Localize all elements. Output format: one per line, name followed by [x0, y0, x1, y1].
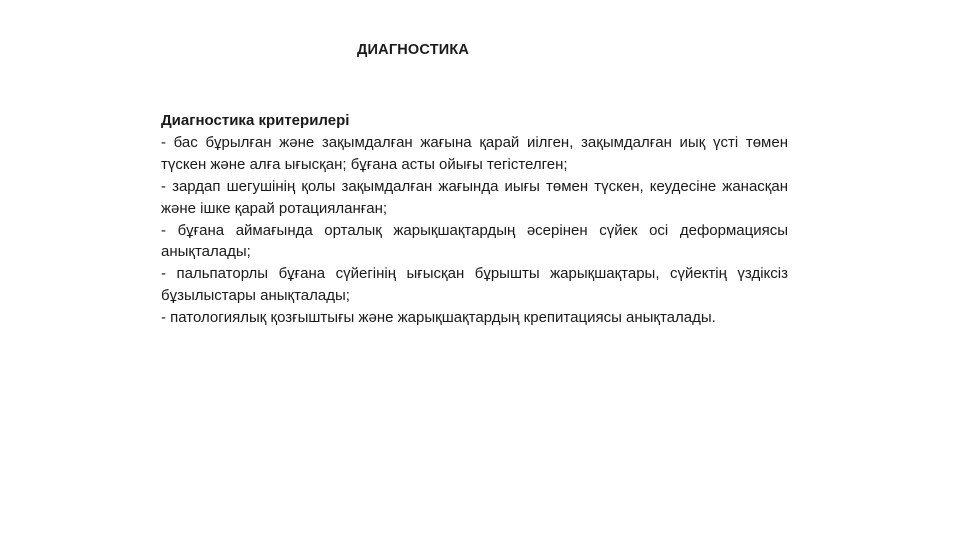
slide-title: ДИАГНОСТИКА — [357, 42, 470, 58]
criteria-item-1: - бас бұрылған және зақымдалған жағына қарай иілген, зақымдалған иық үсті төмен түскен және алға ығысқан; бұғана асты ойығы тегістелген; — [161, 133, 788, 173]
criteria-item-5: - патологиялық қозғыштығы және жарықшақтардың крепитациясы анықталады. — [161, 309, 716, 327]
criteria-item-4: - пальпаторлы бұғана сүйегінің ығысқан бұрышты жарықшақтары, сүйектің үздіксіз бұзылыстары анықталады; — [161, 265, 788, 305]
criteria-item-3: - бұғана аймағында орталық жарықшақтардың әсерінен сүйек осі деформациясы анықталады; — [161, 221, 788, 261]
slide-content — [161, 110, 788, 329]
criteria-heading: Диагностика критерилері — [161, 112, 350, 129]
criteria-item-2: - зардап шегушінің қолы зақымдалған жағында иығы төмен түскен, кеудесіне жанасқан және ішке қарай ротацияланған; — [161, 177, 788, 217]
